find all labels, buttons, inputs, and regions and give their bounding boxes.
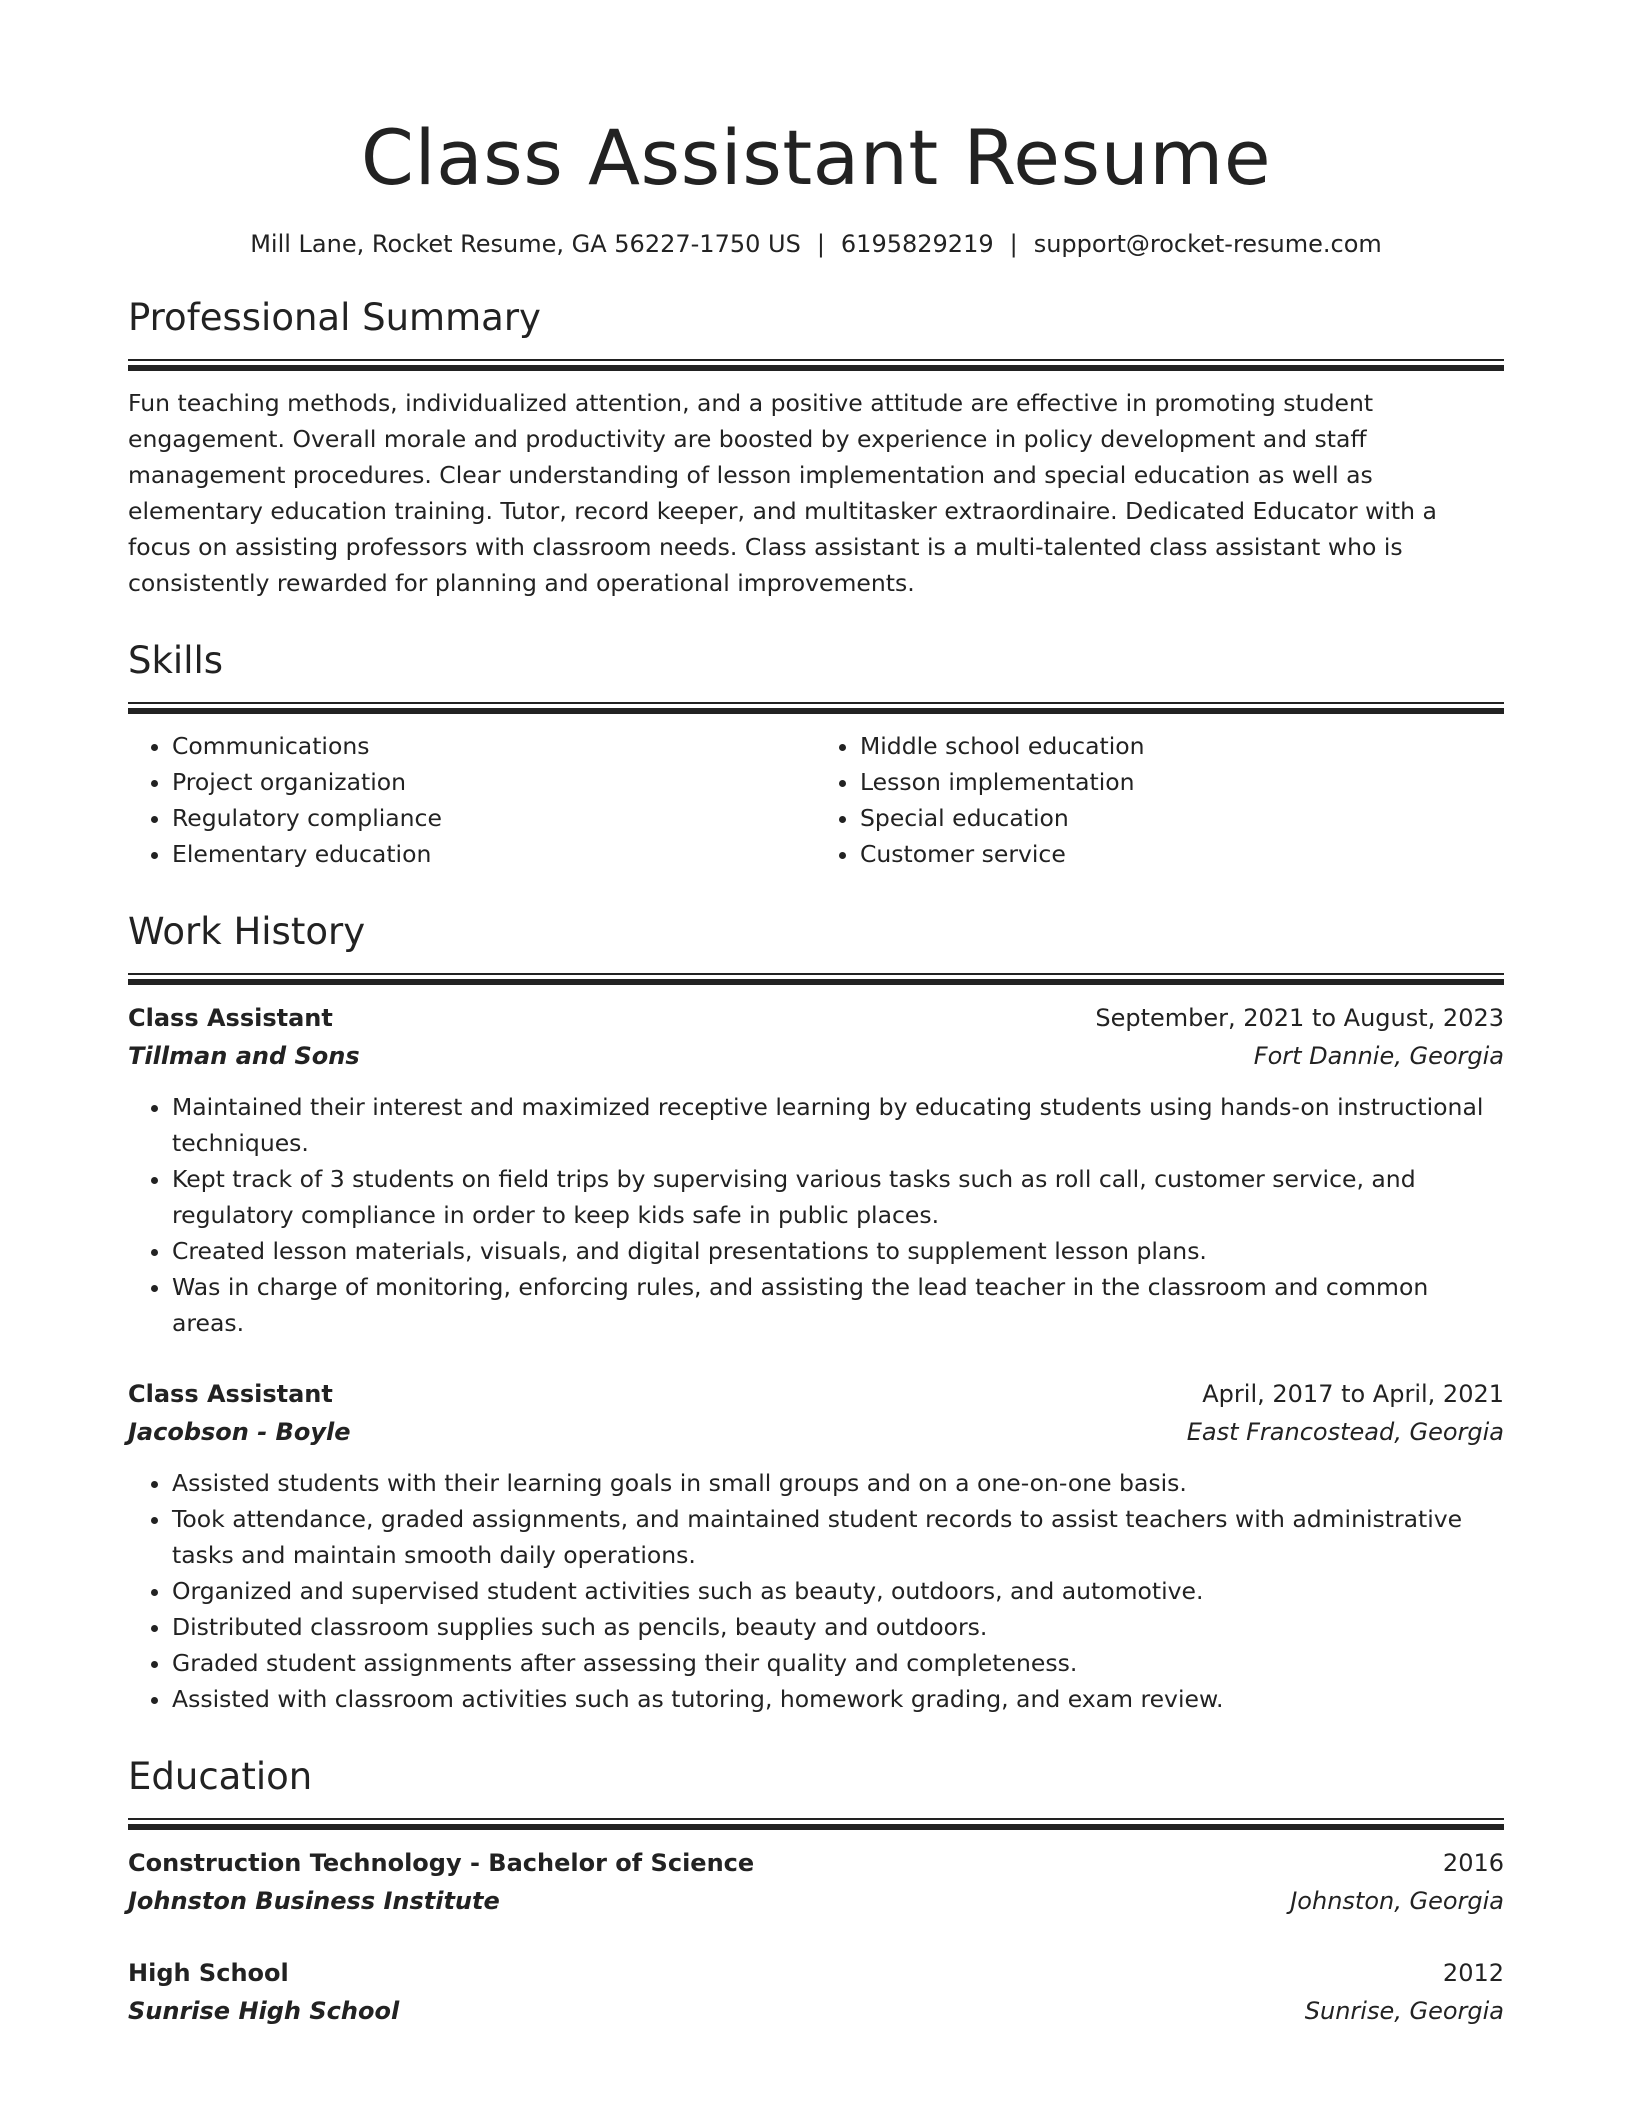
address: Mill Lane, Rocket Resume, GA 56227-1750 US [250, 230, 801, 258]
skill-item: • Project organization [172, 764, 816, 800]
edu-school: Johnston Business Institute [128, 1887, 500, 1915]
education-entry [128, 1954, 1504, 2030]
job-bullet: • Kept track of 3 students on field trips by supervising various tasks such as roll call, customer service, and regulatory compliance in order to keep kids safe in public places. [172, 1161, 1504, 1233]
skills-list [128, 728, 1504, 872]
section-title-skills: Skills [128, 639, 224, 682]
job-bullet: • Created lesson materials, visuals, and digital presentations to supplement lesson plans. [172, 1233, 1504, 1269]
edu-location: Sunrise, Georgia [1304, 1997, 1504, 2025]
skill-item: • Communications [172, 728, 816, 764]
skill-item: • Special education [860, 800, 1504, 836]
edu-year: 2016 [1442, 1849, 1504, 1877]
contact-line [128, 230, 1504, 258]
section-title-summary: Professional Summary [128, 296, 541, 339]
skills-section [128, 639, 1504, 872]
summary-section [128, 296, 1504, 601]
job-bullet: • Distributed classroom supplies such as pencils, beauty and outdoors. [172, 1609, 1504, 1645]
job-bullet: • Organized and supervised student activities such as beauty, outdoors, and automotive. [172, 1573, 1504, 1609]
job-location: Fort Dannie, Georgia [1253, 1042, 1504, 1070]
job-location: East Francostead, Georgia [1186, 1418, 1504, 1446]
skills-column-right [816, 728, 1504, 872]
skills-column-left [128, 728, 816, 872]
edu-location: Johnston, Georgia [1290, 1887, 1504, 1915]
skill-item: • Middle school education [860, 728, 1504, 764]
section-divider [128, 973, 1504, 985]
job-bullet: • Graded student assignments after assessing their quality and completeness. [172, 1645, 1504, 1681]
job-position: Class Assistant [128, 1380, 333, 1408]
section-title-work: Work History [128, 910, 366, 953]
job-bullet: • Assisted with classroom activities such as tutoring, homework grading, and exam review. [172, 1681, 1504, 1717]
skill-item: • Elementary education [172, 836, 816, 872]
job-company: Tillman and Sons [128, 1042, 360, 1070]
phone: 6195829219 [840, 230, 994, 258]
separator: | [816, 230, 825, 258]
job-bullet: • Was in charge of monitoring, enforcing rules, and assisting the lead teacher in the classroom and common areas. [172, 1269, 1504, 1341]
job-entry [128, 999, 1504, 1341]
education-section [128, 1755, 1504, 2030]
email: support@rocket-resume.com [1033, 230, 1382, 258]
job-dates: September, 2021 to August, 2023 [1095, 1004, 1504, 1032]
job-dates: April, 2017 to April, 2021 [1202, 1380, 1504, 1408]
edu-degree: Construction Technology - Bachelor of Science [128, 1849, 755, 1877]
job-entry [128, 1375, 1504, 1717]
separator: | [1009, 230, 1018, 258]
job-bullet: • Took attendance, graded assignments, and maintained student records to assist teachers with administrative tasks and maintain smooth daily operations. [172, 1501, 1504, 1573]
edu-degree: High School [128, 1959, 289, 1987]
skill-item: • Lesson implementation [860, 764, 1504, 800]
job-bullets [128, 1089, 1504, 1341]
work-section [128, 910, 1504, 1717]
job-bullets [128, 1465, 1504, 1717]
edu-school: Sunrise High School [128, 1997, 400, 2025]
job-position: Class Assistant [128, 1004, 333, 1032]
resume-title: Class Assistant Resume [360, 113, 1272, 202]
section-title-education: Education [128, 1755, 313, 1798]
job-bullet: • Maintained their interest and maximized receptive learning by educating students using hands-on instructional techniques. [172, 1089, 1504, 1161]
section-divider [128, 359, 1504, 371]
job-bullet: • Assisted students with their learning goals in small groups and on a one-on-one basis. [172, 1465, 1504, 1501]
job-company: Jacobson - Boyle [128, 1418, 351, 1446]
section-divider [128, 702, 1504, 714]
summary-text: Fun teaching methods, individualized attention, and a positive attitude are effective in promoting student engagement. Overall morale and productivity are boosted by experience in policy development and staff management procedures. Clear understanding of lesson implementation and special education as well as elementary education training. Tutor, record keeper, and multitasker extraordinaire. Dedicated Educator with a focus on assisting professors with classroom needs. Class assistant is a multi-talented class assistant who is consistently rewarded for planning and operational improvements. [128, 389, 1437, 597]
skill-item: • Regulatory compliance [172, 800, 816, 836]
edu-year: 2012 [1442, 1959, 1504, 1987]
skill-item: • Customer service [860, 836, 1504, 872]
section-divider [128, 1818, 1504, 1830]
education-entry [128, 1844, 1504, 1920]
